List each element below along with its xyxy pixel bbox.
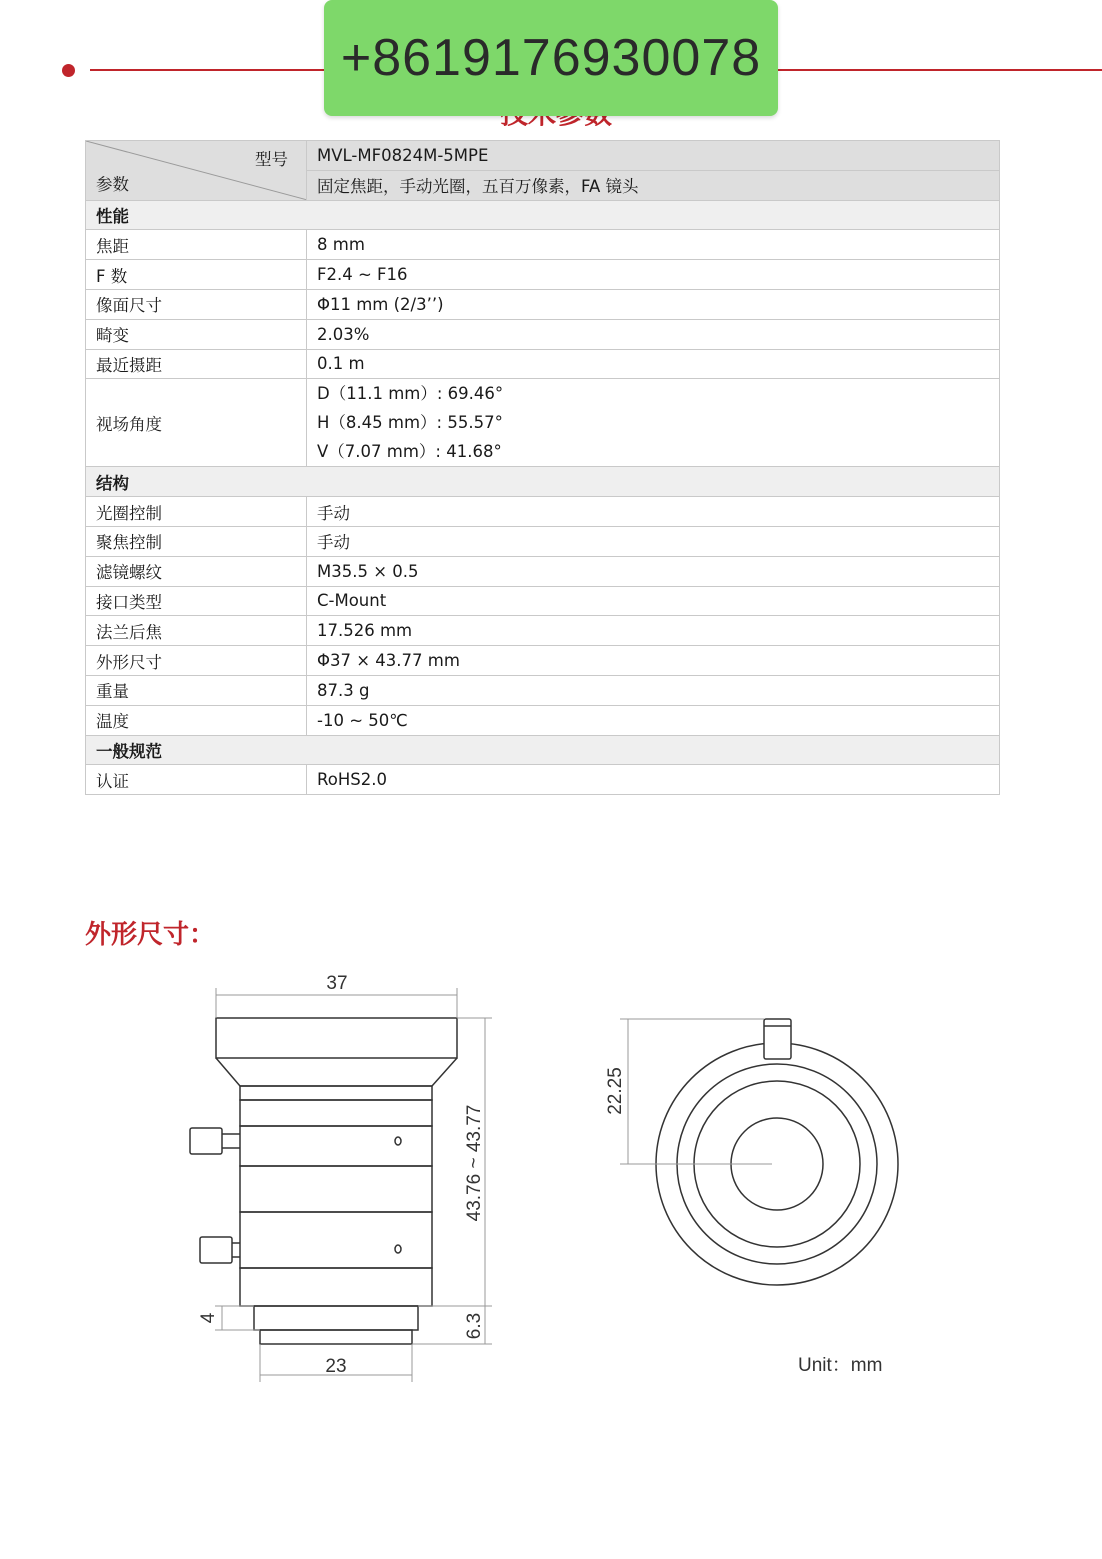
row-certification: 认证 RoHS2.0 [86,765,1000,795]
fov-d: D（11.1 mm）: 69.46° [317,384,504,404]
top-screw [764,1019,791,1059]
dimension-lines-front [620,1019,772,1164]
section-structure: 结构 [86,467,1000,497]
row-mod: 最近摄距 0.1 m [86,349,1000,379]
param-label: 参数 [96,174,129,194]
row-filter: 滤镜螺纹 M35.5 × 0.5 [86,556,1000,586]
row-focal: 焦距 8 mm [86,230,1000,260]
lens-front-rim [216,1018,457,1058]
row-temperature: 温度 -10 ~ 50℃ [86,705,1000,735]
row-weight: 重量 87.3 g [86,675,1000,705]
dimensions-title: 外形尺寸： [85,920,216,950]
model-value: MVL-MF0824M-5MPE [307,141,1000,171]
dim-label-width: 37 [326,973,348,994]
fov-v: V（7.07 mm）: 41.68° [317,442,502,462]
row-distortion: 畸变 2.03% [86,319,1000,349]
row-mount: 接口类型 C-Mount [86,586,1000,616]
lens-iris-ring [240,1126,432,1166]
lens-body [240,1166,432,1212]
dim-label-length: 43.76 ~ 43.77 [464,1104,485,1222]
fov-h: H（8.45 mm）: 55.57° [317,413,503,433]
index-mark [395,1245,401,1253]
row-iris: 光圈控制 手动 [86,497,1000,527]
focus-lock-screw [200,1237,232,1263]
description-value: 固定焦距，手动光圈，五百万像素，FA 镜头 [307,170,1000,200]
row-focus: 聚焦控制 手动 [86,526,1000,556]
c-mount-end [260,1330,412,1344]
lens-taper [216,1058,457,1086]
model-label: 型号 [255,150,288,169]
lens-ring-2 [240,1100,432,1126]
row-fnum: F 数 F2.4 ~ F16 [86,260,1000,290]
section-general: 一般规范 [86,735,1000,765]
lens-side-view [190,1018,457,1344]
row-image-size: 像面尺寸 Φ11 mm (2/3’’) [86,289,1000,319]
row-fov: 视场角度 D（11.1 mm）: 69.46° H（8.45 mm）: 55.57° V（7.07 mm）: 41.68° [86,379,1000,467]
dim-label-back: 6.3 [464,1312,485,1340]
index-mark [395,1137,401,1145]
iris-lock-screw [190,1128,222,1154]
dim-label-mount-dia: 23 [325,1356,347,1377]
lens-ring-1 [240,1086,432,1100]
lens-rear [240,1268,432,1306]
phone-overlay: +8619176930078 [324,0,778,116]
dim-label-mount-length: 4 [198,1312,219,1324]
c-mount-thread [254,1306,418,1330]
dim-label-offset: 22.25 [605,1067,626,1115]
row-flange: 法兰后焦 17.526 mm [86,616,1000,646]
row-dimensions: 外形尺寸 Φ37 × 43.77 mm [86,646,1000,676]
lens-front-view [656,1019,898,1285]
section-performance: 性能 [86,200,1000,230]
dimension-lines-side [215,988,492,1382]
lens-focus-ring [240,1212,432,1268]
unit-label: Unit：mm [798,1355,883,1376]
